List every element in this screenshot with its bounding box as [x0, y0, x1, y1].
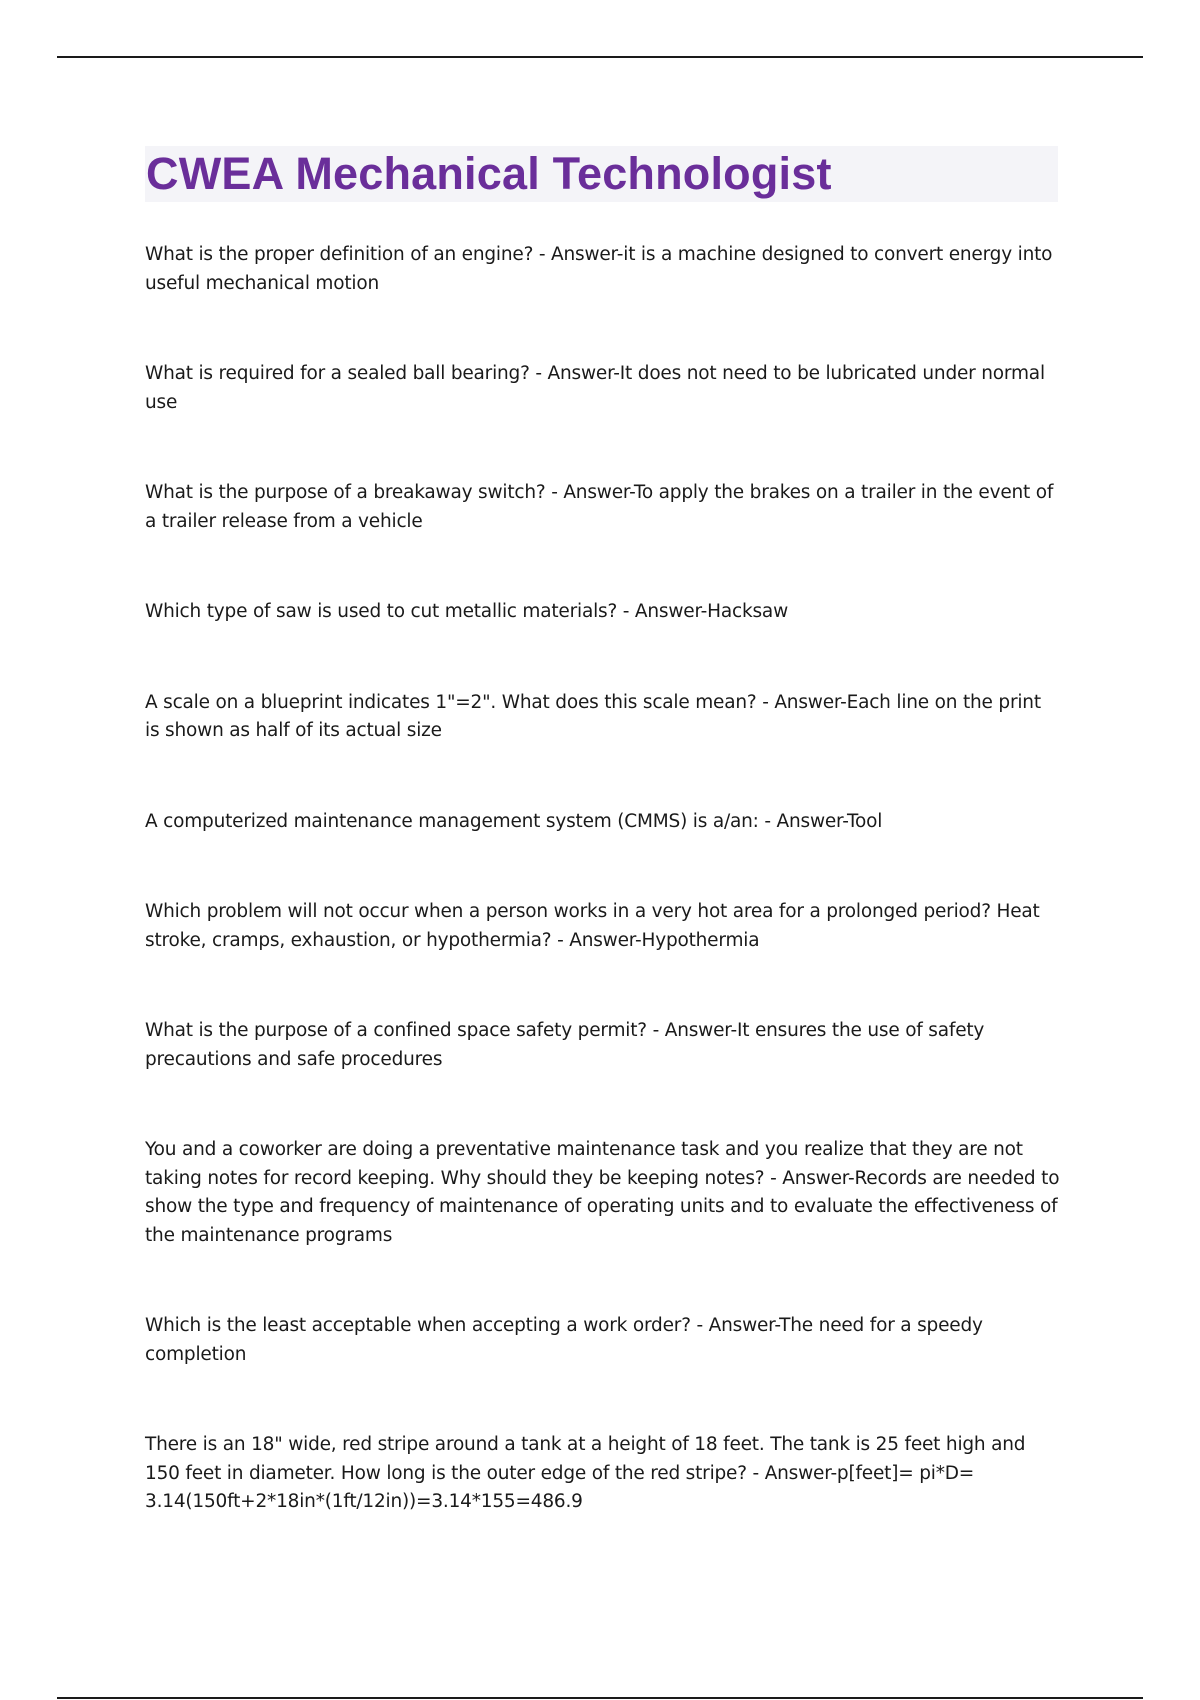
qa-item: What is the purpose of a confined space safety permit? - Answer-It ensures the use of safety precautions and safe procedures: [145, 1020, 985, 1070]
qa-item: A scale on a blueprint indicates 1"=2". What does this scale mean? - Answer-Each line on the print is shown as half of its actual size: [145, 691, 1041, 741]
top-rule: [57, 56, 1143, 58]
qa-item: What is the proper definition of an engine? - Answer-it is a machine designed to convert energy into useful mechanical motion: [145, 244, 1053, 294]
bottom-rule: [57, 1697, 1143, 1699]
qa-item: You and a coworker are doing a preventative maintenance task and you realize that they are not taking notes for record keeping. Why should they be keeping notes? - Answer-Records are needed to show the type and frequency of maintenance of operating units and to evaluate the effectiveness of the maintenance programs: [145, 1139, 1060, 1246]
qa-item: Which problem will not occur when a person works in a very hot area for a prolonged period? Heat stroke, cramps, exhaustion, or hypothermia? - Answer-Hypothermia: [145, 901, 1040, 951]
qa-item: What is required for a sealed ball bearing? - Answer-It does not need to be lubricated under normal use: [145, 363, 1045, 413]
title-band: [145, 146, 1058, 202]
qa-item: What is the purpose of a breakaway switch? - Answer-To apply the brakes on a trailer in the event of a trailer release from a vehicle: [145, 482, 1054, 532]
qa-list: [145, 241, 1060, 1517]
qa-item: There is an 18" wide, red stripe around a tank at a height of 18 feet. The tank is 25 feet high and 150 feet in diameter. How long is the outer edge of the red stripe? - Answer-p[feet]= pi*D= 3.14(150ft+2*18in*(1ft/12in))=3.14*155=486.9: [145, 1434, 1026, 1512]
document-body: [145, 146, 1060, 1579]
qa-item: Which type of saw is used to cut metallic materials? - Answer-Hacksaw: [145, 601, 788, 622]
qa-item: A computerized maintenance management system (CMMS) is a/an: - Answer-Tool: [145, 810, 883, 832]
document-title: CWEA Mechanical Technologist: [146, 148, 832, 199]
qa-item: Which is the least acceptable when accepting a work order? - Answer-The need for a speedy completion: [145, 1315, 983, 1365]
